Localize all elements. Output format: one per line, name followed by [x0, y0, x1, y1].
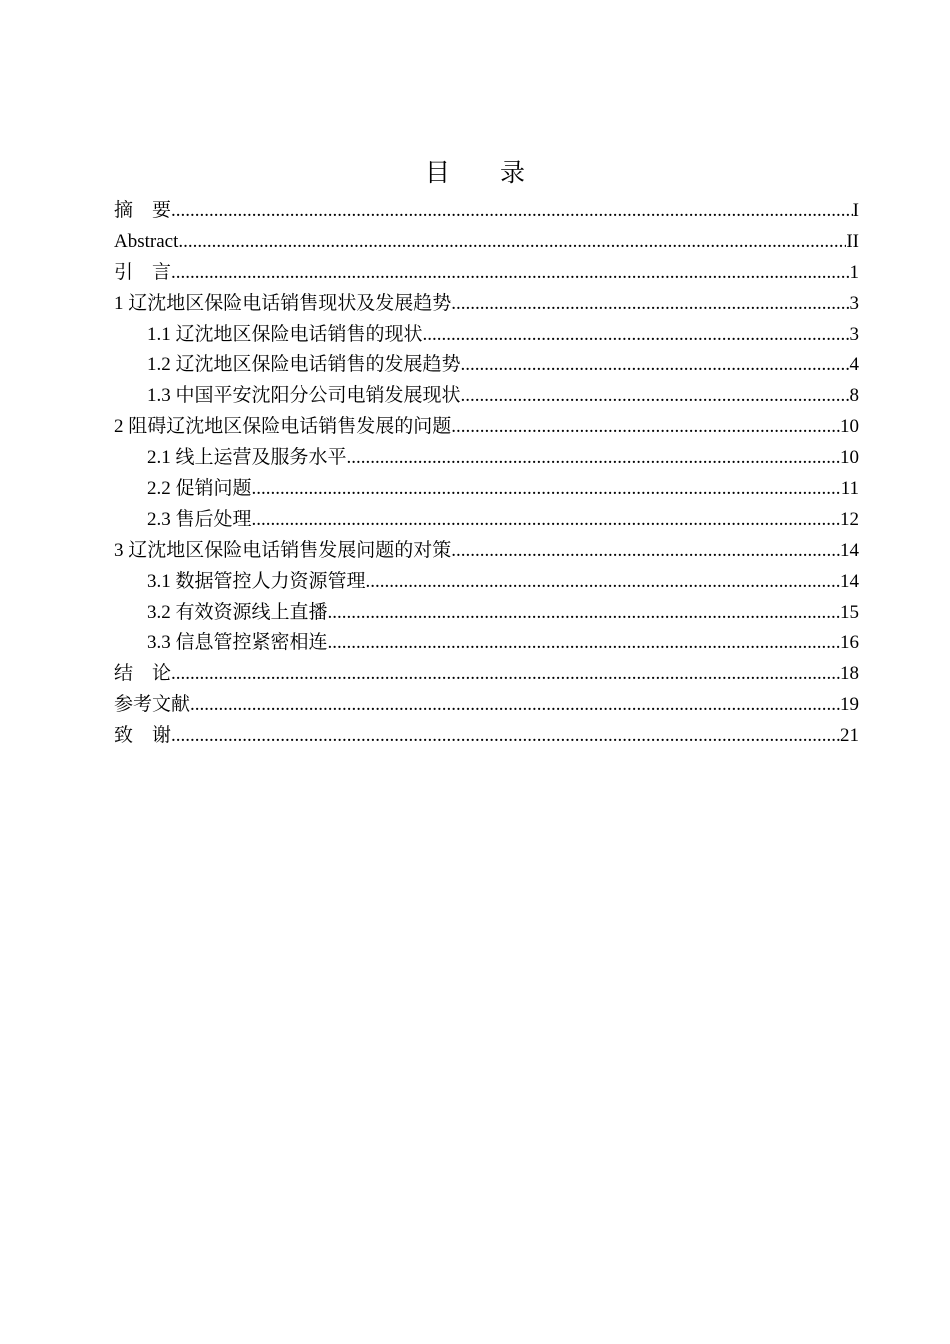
toc-entry[interactable] [114, 474, 859, 505]
toc-entry[interactable] [114, 721, 859, 752]
toc-dot-leader [451, 536, 840, 567]
toc-entry-page-number: 10 [840, 416, 859, 438]
toc-dot-leader [451, 289, 849, 320]
toc-dot-leader [461, 350, 850, 381]
toc-entry-page-number: 14 [840, 570, 859, 592]
toc-entry-label: 参考文献 [114, 694, 191, 716]
toc-dot-leader [171, 258, 849, 289]
toc-entry-label: 致 谢 [114, 725, 172, 747]
toc-entry[interactable] [114, 350, 859, 381]
toc-entry[interactable] [114, 289, 859, 320]
toc-entry[interactable] [114, 227, 859, 258]
toc-dot-leader [171, 659, 840, 690]
toc-dot-leader [171, 196, 853, 227]
toc-dot-leader [178, 227, 846, 258]
toc-dot-leader [328, 598, 840, 629]
toc-entry-label: 2 阻碍辽沈地区保险电话销售发展的问题 [114, 416, 452, 438]
toc-entry-page-number: 3 [849, 292, 859, 314]
toc-entry-label: 1.2 辽沈地区保险电话销售的发展趋势 [147, 354, 461, 376]
toc-entry[interactable] [114, 258, 859, 289]
toc-entry-label: 结 论 [114, 663, 172, 685]
toc-entry-label: 2.2 促销问题 [147, 478, 252, 500]
toc-entry-page-number: 8 [849, 385, 859, 407]
toc-dot-leader [190, 690, 840, 721]
toc-entry-page-number: 14 [840, 539, 859, 561]
toc-entry-label: Abstract [114, 230, 179, 252]
toc-entry-page-number: 4 [849, 354, 859, 376]
toc-entry-page-number: 3 [849, 323, 859, 345]
toc-entry[interactable] [114, 196, 859, 227]
toc-entry-page-number: 19 [840, 694, 859, 716]
toc-title [0, 155, 950, 191]
toc-entry[interactable] [114, 536, 859, 567]
toc-title-char-1: 目 [424, 158, 450, 187]
toc-entry-label: 3.1 数据管控人力资源管理 [147, 570, 366, 592]
toc-dot-leader [347, 443, 840, 474]
toc-dot-leader [366, 567, 840, 598]
toc-entry-page-number: I [852, 200, 859, 221]
toc-entry-label: 3 辽沈地区保险电话销售发展问题的对策 [114, 539, 452, 561]
toc-entry-page-number: 10 [840, 447, 859, 469]
toc-entry-page-number: 15 [840, 601, 859, 623]
toc-entry[interactable] [114, 412, 859, 443]
toc-entry-page-number: 1 [849, 261, 859, 283]
toc-dot-leader [252, 505, 840, 536]
toc-entry-label: 引 言 [114, 261, 172, 283]
toc-entry[interactable] [114, 567, 859, 598]
toc-entry-page-number: 21 [840, 725, 859, 747]
toc-entry-label: 1.3 中国平安沈阳分公司电销发展现状 [147, 385, 461, 407]
toc-entry-page-number: 16 [840, 632, 859, 654]
toc-entry-label: 1 辽沈地区保险电话销售现状及发展趋势 [114, 292, 452, 314]
toc-entry[interactable] [114, 598, 859, 629]
toc-entry[interactable] [114, 381, 859, 412]
toc-dot-leader [451, 412, 840, 443]
toc-dot-leader [171, 721, 840, 752]
toc-entry-page-number: II [846, 230, 859, 252]
toc-entry-label: 摘 要 [114, 200, 172, 221]
toc-entry-page-number: 11 [840, 478, 859, 500]
toc-entry-label: 2.3 售后处理 [147, 508, 252, 530]
toc-entry[interactable] [114, 659, 859, 690]
toc-dot-leader [328, 628, 840, 659]
toc-entry-label: 1.1 辽沈地区保险电话销售的现状 [147, 323, 423, 345]
toc-entry[interactable] [114, 320, 859, 351]
toc-entry[interactable] [114, 443, 859, 474]
toc-entry-label: 3.3 信息管控紧密相连 [147, 632, 328, 654]
toc-entry-page-number: 18 [840, 663, 859, 685]
toc-entry[interactable] [114, 690, 859, 721]
toc-entry[interactable] [114, 505, 859, 536]
toc-entry[interactable] [114, 628, 859, 659]
toc-entry-label: 2.1 线上运营及服务水平 [147, 447, 347, 469]
toc-entry-label: 3.2 有效资源线上直播 [147, 601, 328, 623]
toc-dot-leader [423, 320, 850, 351]
toc-dot-leader [252, 474, 841, 505]
toc-dot-leader [461, 381, 850, 412]
toc-title-char-2: 录 [500, 158, 526, 187]
table-of-contents [114, 196, 859, 752]
toc-entry-page-number: 12 [840, 508, 859, 530]
